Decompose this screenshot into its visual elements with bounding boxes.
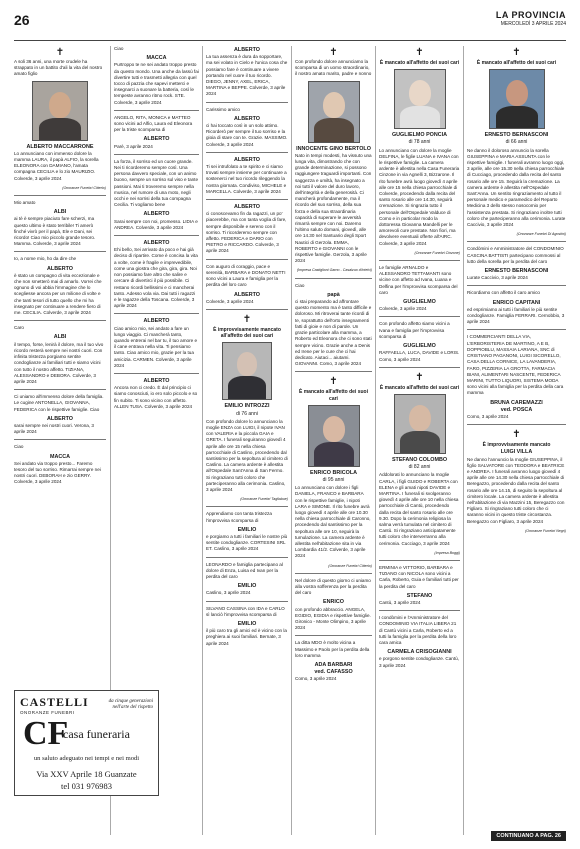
notice-text: Como, 3 aprile 2024 — [295, 676, 337, 682]
notice-name: CARMELA CRISOGIANNI — [387, 649, 452, 656]
notice-text: Lo annunciano con immenso dolore la mamma LAURA, il papà ALFIO, la sorella ELEONORA con DAMIANO, l'amata compagna CECILIA e lo zio MAURIZIO. Colverde, 3 aprile 2024 — [14, 150, 99, 181]
notice-text: ANGELO, RITA, MONICA e MATTEO sono vicini ad Alfio, Laura ed Eleonora per la triste scomparsa di — [114, 114, 193, 133]
separator — [114, 110, 199, 111]
separator — [206, 601, 288, 602]
portrait-photo — [308, 405, 360, 467]
cross-icon: ✝ — [415, 371, 424, 383]
separator — [295, 573, 372, 574]
ad-header — [15, 691, 158, 715]
notice-text: Lo annunciano con dolore la moglie DELFINA, le figlie LUANA e IVANA con le rispettive famiglie. La camera ardente è allestita nella Casa Funeraria Cinzone in via Agnelli 3, Bizzarone. Il rito funebre avrà luogo giovedì 4 aprile alle ore 15 nella chiesa parrocchiale di Colverde, procedendo dalla recita del santo rosario alle ore 14.30, seguirà cremazione. Si ringrazia tutto il personale dell'Ospedale Valduce di Como e in particolar modo la dottoressa Giovanna Mandelli per le amorevoli cure prestate. Non fiori, ma devolvere eventuali offerte all'AIRC. Colverde, 3 aprile 2024 — [379, 147, 460, 246]
portrait-photo — [394, 69, 446, 129]
notice-text: Ancora non ci credo. È dal principio ci siamo conosciuti, io ero solo piccolo e so fin subito. Ti sono vicino con affetto. ALLEN TUSA. Colverde, 3 aprile 2024 — [114, 385, 198, 409]
notice-name: EMILIO — [237, 621, 257, 627]
ad-slogan: un saluto adeguato nei tempi e nei modi — [33, 755, 140, 762]
deceased-age: di 76 anni — [236, 410, 258, 417]
separator — [379, 610, 460, 611]
separator — [379, 260, 460, 261]
deceased-name: ALBERTO MACCARRONE — [26, 143, 94, 150]
separator — [206, 102, 288, 103]
separator — [467, 329, 566, 330]
notice-intro: È improvvisamente mancato — [482, 442, 551, 449]
notice-text: LEONARDO e famiglia partecipano al dolore di Enza, Luisa ed Ivan per la perdita del caro — [206, 561, 283, 579]
notice-text: Apprendiamo con tanta tristezza l'improvvisa scomparsa di — [206, 511, 272, 523]
notice-text: Lo annunciano con dolore i figli DANIELA, FRANCO e BARBARA con le rispettive famiglie, i nipoti LARA e SIMONE. Il rito funebre avrà luogo giovedì 4 aprile alle ore 10.30 nella chiesa parrocchiale di Caronno, procedendo dal santissimo per la sepoltura alle ore 10, seguirà la tumulazione. La camera ardente è allestita nell'abitazione sita in via Lombardia 41/2. Colverde, 3 aprile 2024 — [295, 485, 371, 559]
notice-text: ci stai preparando ad affrontare questo momento ma è tanto difficile e doloroso. Mi ritroverai tante ricordi di te, soprattutto dell'orto insegnamenti fatti di gioie e non di parole. Un grazie particolare alla mamma, a Roberto ed Eleonora che ci sono stati sempre vicino. Grazie anche a Denis ed Irene per le cure che ci hai dedicato. Aiutaci... aiutami. GIOVANNI. Como, 3 aprile 2024 — [295, 299, 372, 367]
notice-text: Colverde, 3 aprile 2024 — [379, 306, 427, 312]
notice-text: Caro — [14, 325, 24, 331]
notice-text: Ciao — [295, 282, 305, 288]
notice-text: Con profondo dolore annunciamo la scomparsa di un uomo straordinario, il nostro amato marito, padre e nonno — [295, 59, 372, 77]
notice-text: e porgiamo a tutti i familiari le nostre più sentite condoglianze. CORTESINI SRL ET. Caslino, 3 aprile 2024 — [206, 533, 288, 552]
notice-name: ALBERTO — [143, 318, 170, 325]
notice-text: Mio amato — [14, 200, 36, 206]
column-2 — [114, 46, 199, 687]
cross-icon: ✝ — [329, 47, 338, 58]
notice-text: Nel dolore di questo giorno ci uniamo alla vostra sofferenza per la perdita del caro — [295, 577, 371, 596]
deceased-name: GUGLIELMO PONCIA — [391, 132, 448, 139]
notice-text: con profondo abbraccio. ANGELA, EGIDIO, EGIDIA e rispettive famiglie. Gironico - Monte Olimpino, 3 aprile 2024 — [295, 606, 371, 631]
notice-text: RAFFAELLA, LUCA, DAVIDE e LORIS. Como, 3 aprile 2024 — [379, 350, 460, 362]
notice-name: GUGLIELMO — [403, 299, 436, 306]
separator — [295, 278, 372, 279]
notice-text: Sei andato via troppo presto... Faremo tesoro del tuo sorriso. Rimarrai sempre nei nostri cuori. DEBORAH e zio GERRY. Colverde, 3 aprile 2024 — [14, 460, 101, 485]
notice-name: ERNESTO BERNASCONI — [484, 268, 549, 275]
funeral-agency: (Impresa Castiglioni Garno - Casalzuo d'Intelvi) — [296, 268, 372, 273]
column-divider — [375, 46, 376, 835]
notice-text: Nato in tempi modesti, ha vissuto una lunga vita, dimostrando che con grande determinazione, si possono raggiungere traguardi importanti. Con saggezza e umiltà, ha insegnato a noi tutti il valore del duro lavoro, dell'integrità e della generosità. Ci mancherà profondamente, ma il ricordo del suo sorriso, della sua forza e della sua straordinaria capacità di superare le avversità rimarrà sempre con noi. Daremo l'ultimo saluto domani, giovedì, alle ore 14.30 nel Santuario degli Sport Nautici di Gerzola. EMMA, ROBERTO e GIOVANNI con le rispettive famiglie. Gerzola, 3 aprile 2024 — [295, 152, 372, 264]
notice-intro: È mancato all'affetto dei suoi cari — [379, 384, 460, 391]
notice-name: EMILIO — [237, 583, 257, 590]
page-header — [14, 8, 566, 38]
ad-phone: tel 031 976983 — [61, 781, 112, 791]
notice-text: Ne danno l'annuncio la moglie GIUSEPPINA, il figlio SALVATORE con TEODORA e BEATRICE e ANDREA. I funerali avranno luogo giovedì 4 aprile alle ore 14.30 nella chiesa parrocchiale di Beregazzo, procedendo dalla recita del santo rosario alle ore 14.15, di seguito la sepoltura al cimitero locale. La camera ardente è allestita nell'abitazione di via Mazzini 15, Beregazzo con Figliaro. Si ringraziano tutti coloro che ci saranno vicini in questo triste circostanza. Beregazzo con Figliaro, 3 aprile 2024 — [467, 456, 565, 524]
separator — [14, 439, 106, 440]
funeral-agency: (Impresa Boggi) — [434, 550, 460, 555]
ad-logo: CF — [23, 715, 69, 752]
funeral-agency: (Onoranze Funebri Citterio) — [328, 563, 372, 568]
column-divider — [463, 46, 464, 835]
funeral-agency: (Onoranze Funebri Di Agostini) — [516, 232, 566, 237]
ad-brand-block — [20, 695, 89, 715]
separator — [467, 285, 566, 286]
separator — [206, 199, 288, 200]
continue-label: CONTINUANO A PAG. 26 — [491, 831, 566, 841]
paper-date: MERCOLEDÌ 3 APRILE 2024 — [500, 21, 566, 27]
column-3 — [206, 46, 288, 835]
notice-text: SILVANO CASSINA con IDA e CARLO sì lanciò l'improvvisa scomparsa di — [206, 605, 285, 617]
notice-intro: È mancato all'affetto dei suoi cari — [476, 60, 557, 66]
notice-text: Cantù, 3 aprile 2024 — [379, 599, 421, 605]
notice-text: A soli 36 anni, una morte crudele ha strappato in un battito d'ali la vita del nostro amato figlio — [14, 59, 103, 77]
column-1 — [14, 46, 106, 687]
notice-name: ADA BARBARI — [314, 662, 353, 668]
notice-name: ved. POSCA — [500, 406, 533, 413]
deceased-name: ENRICO BRICOLA — [309, 469, 358, 476]
notice-name: ALBERTO — [234, 47, 260, 53]
notice-text: e porgono sentite condoglianze. Cantù, 3 aprile 2024 — [379, 656, 459, 668]
funeral-home-ad — [14, 690, 159, 796]
notice-name: ENRICO CAPITANI — [492, 299, 541, 306]
separator — [206, 259, 288, 260]
notice-text: Parè, 3 aprile 2024 — [114, 143, 153, 149]
portrait-photo — [489, 69, 545, 129]
separator — [295, 635, 372, 636]
notice-text: Lurate Caccivio, 3 aprile 2024 — [467, 275, 528, 281]
column-divider — [291, 46, 292, 835]
notice-intro: È mancato all'affetto dei suoi cari — [379, 60, 460, 66]
notice-text: Ehi bello, Sei arrivato da poco e hai già deciso di ripartire. Come è concisa la vita a volte, come è fragile e imprevedibile, come una giostra che gira, gira, gira. Noi non possiamo fare altro che salire e cercare di divertirci il più possibile. Ci restano ricordi bellissimi e ci mancherai tanto. Adesso vola via. Dai tutti i ragazzi e le ragazze della Toscana. Colverde, 3 aprile 2024 — [114, 247, 198, 309]
notice-name: EMILIO — [237, 526, 257, 533]
notice-name: ALBI — [53, 334, 67, 341]
separator — [467, 241, 566, 242]
deceased-age: di 95 anni — [322, 476, 345, 483]
separator — [14, 389, 106, 390]
notice-text: Sarai sempre con noi, promesso. LIDIA e ANDREA. Colverde, 3 aprile 2024 — [114, 218, 198, 230]
notice-name: ENRICO — [323, 599, 344, 606]
cross-icon: ✝ — [55, 47, 65, 58]
notice-text: Le famiglie ARNALDO e ALESSANDRO TETTAMANTI sono vicine con affetto ad Ivana, Luana e Delfina per l'improvvisa scomparsa del caro — [379, 265, 458, 295]
column-5 — [379, 46, 460, 835]
separator — [206, 506, 288, 507]
notice-text: Condòmini e Amministratore del CONDOMINIO CASCINA BATTISTI partecipano commossi al lutto della sorella per la perdita del caro — [467, 246, 564, 264]
notice-text: La forza, il sorriso ed un cuore grande. Nei ti ricorderemo sempre così. Una persona davvero speciale, con un animo buono, sempre un sorriso sul viso e tante passioni. Mai ti troveremo sempre nella musica, nel rumore di una moto, negli occhi e nei sorrisi della tua compagna Cecilia. Ti vogliamo bene — [114, 158, 199, 208]
notice-text: Purtroppo te ne sei andato troppo presto da questo mondo. Una anche da lassù fai divertire tutti e trasmetti allegria con quel tocco di pazzia che sapevi metterci e insegnarci a suonare la batteria, così le tempeste avranno ritmo rock. STE. Colverde, 3 aprile 2024 — [114, 62, 199, 105]
paper-name: LA PROVINCIA — [495, 10, 566, 20]
masthead — [496, 10, 566, 27]
notice-text: La tua assenza è dura da sopportare, ma sei volato in Cielo e l'unica cosa che possiamo fare è continuare a vivere portando nel cuore il tuo ricordo. DIEGO, JENNY, AXEL, ERICA, MARTINA e BEPPE. Colverde, 3 aprile 2024 — [206, 54, 288, 97]
funeral-agency: (Onoranze Funebri Negri) — [525, 528, 566, 533]
portrait-photo — [394, 394, 446, 454]
portrait-photo — [222, 342, 272, 400]
notice-text: Io, a nome mio, ho da dire che — [14, 256, 77, 262]
notice-text: ed esprimiamo ai tutti i familiari le più sentite condoglianze. Famiglia FERRARI. Cernobbio, 3 aprile 2024 — [467, 306, 565, 325]
separator — [379, 316, 460, 317]
notice-name: ALBERTO — [47, 265, 73, 272]
notice-intro: È improvvisamente mancato all'affetto dei suoi cari — [213, 326, 281, 340]
page-number: 26 — [14, 12, 30, 28]
cross-icon: ✝ — [329, 376, 338, 388]
column-divider — [202, 46, 203, 835]
notice-text: è stato un compagno di vita eccezionale e che non smetterò mai di amarlo. Vorrei che ognuno di voi abbia l'immagine che lo scegliesse ancora per un milione di volte e che tanti tesori di tutto quello che mi ha insegnato per continuare a rendere fiero di me. CECILIA. Colverde, 3 aprile 2024 — [14, 272, 102, 316]
cross-icon: ✝ — [512, 47, 521, 58]
notice-name: STEFANO — [406, 592, 433, 599]
separator — [379, 367, 460, 368]
cross-icon: ✝ — [512, 429, 521, 441]
header-rule — [14, 40, 566, 41]
separator — [206, 309, 288, 310]
separator — [114, 313, 199, 314]
notice-text: La ditta MDO è molto vicina a Massimo e Paolo per la perdita della loro mamma — [295, 640, 370, 658]
funeral-agency: (Onoranze Funebri Tagliabue) — [240, 497, 288, 502]
ad-brand: CASTELLI — [20, 695, 89, 709]
column-4 — [295, 46, 372, 835]
notice-name: ALBERTO — [143, 136, 170, 143]
ad-brand-sub: ONORANZE FUNEBRI — [20, 710, 75, 715]
notice-name: MACCA — [49, 453, 71, 460]
notice-name: ALBERTO — [143, 377, 170, 384]
notice-text: Ne danno il doloroso annuncio la sorella GIUSEPPINA e MARIA ASSUNTA con le rispettive famiglie. I funerali avranno luogo oggi, 3 aprile, alle ore 15.30 nella chiesa parrocchiale di Cucciago, procedendo dalla recita del santo rosario alle ore 15. Seguirà la cremazione. La camera ardente è allestita nell'Ospedale Sant'Anna. Un sentito ringraziamento al tutto il personale medico e paramedico del Reparto Medicina 3 dello stesso nosocomio per l'assistenza prestata. Si ringraziano inoltre tutti coloro che parteciperanno alla cerimonia. Lurate Caccivio, 3 aprile 2024 — [467, 147, 566, 228]
separator — [14, 320, 106, 321]
separator — [295, 371, 372, 372]
separator — [14, 195, 106, 196]
notice-text: Ti sei intrufolato a te spirito e ci siamo trovati sempre insieme per continuare a sostenerci nel tuo ricordo rileggendo la nostra giornata. Condiviso, MICHELE e MARCELLA. Colverde, 3 aprile 2024 — [206, 164, 287, 194]
funeral-agency: (Onoranze Funebri Cinzone) — [414, 250, 460, 255]
notice-text: I condòmini e l'Amministratore del CONDOMINIO VIA ITALIA LIBERA 21 di Cantù vicini a Carla, Roberto ed a tutti la famiglia per la perdita della loro cara amica — [379, 615, 457, 645]
notice-text: I COMMERCIANTI DELLA VIA, L'ERBORISTERIA DE MARTINO, A E B, DOPPIOBLU, MASSAIA LARIANA, SNC di CRISTIANO PAGANONI, LUIGI SICORELLO, CASA DELLA CORNICE, LA LAVANDERIA, FARO, PIZZERIA LA GROTTA, FARMACIA BIANI, ALIMENTARI NASCENTE, FEDERICA MARINI, TUTTO LIQUORI, SISTEMA MODA sono vicini alla famiglia per la perdita della cara mamma — [467, 334, 564, 396]
funeral-agency: (Onoranze Funebri Citterio) — [62, 185, 106, 190]
column-6 — [467, 46, 566, 823]
notice-text: Ciao — [114, 46, 124, 51]
deceased-name: STEFANO COLOMBO — [391, 456, 448, 463]
separator — [114, 235, 199, 236]
separator — [114, 373, 199, 374]
notice-text: il tempo, forse, lenirà il dolore, ma il tuo vivo ricordo resterà sempre nei nostri cuori. Con infinita tristezza porgiamo sentite condoglianze ai familiari tutti e siamo vicini con tutto il nostro affetto. TIZIANA, ALESSANDRO e DEBORA. Colverde, 3 aprile 2024 — [14, 341, 104, 384]
separator — [206, 557, 288, 558]
ad-tagline: da cinque generazioni nell'arte del rispetto — [108, 699, 153, 710]
notice-name: ALBERTO — [234, 115, 260, 122]
notice-name: ALBERTO — [234, 291, 260, 298]
deceased-age: di 66 anni — [505, 139, 528, 146]
notice-text: ai tè è sempre piaciuto fare scherzi, ma questo ultimo è stato terribile! Ti amerò finché vivrò per il papà, Ele e Dani, sei ricordo! Ciao mio piccolo grande tesoro. Mamma. Colverde, 3 aprile 2024 — [14, 216, 96, 247]
ad-title: casa funeraria — [63, 727, 130, 741]
notice-text: Ricordiamo con affetto il caro amico — [467, 290, 540, 296]
notice-name: BRUNA CAREMAZZI — [490, 399, 543, 406]
notice-name: ALBERTO — [143, 240, 170, 247]
separator — [206, 152, 288, 153]
notice-text: Como, 3 aprile 2024 — [467, 413, 509, 419]
notice-name: papà — [327, 291, 340, 298]
deceased-age: di 82 anni — [408, 464, 431, 471]
portrait-photo — [308, 81, 360, 143]
notice-text: Con auguro di coraggio, pace e serenità, BARBARA e DONATO NETTI sono vicini a Laura e famiglia per la perdita del loro caro — [206, 263, 286, 288]
cross-icon: ✝ — [242, 313, 252, 325]
notice-name: ved. CAFASSO — [314, 669, 353, 676]
notice-name: ALBERTO — [143, 211, 170, 218]
separator — [114, 154, 199, 155]
deceased-name: ERNESTO BERNASCONI — [484, 132, 549, 139]
notice-name: ALBERTO — [47, 415, 73, 422]
notice-intro: È mancato all'affetto dei suoi cari — [299, 389, 368, 402]
notice-name: ALBI — [53, 209, 67, 216]
notice-text: Ci uniamo all'immenso dolore della famiglia. Le cugine ANTONELLA, GIOVANNA, FEDERICA con le rispettive famiglie. Ciao — [14, 394, 104, 412]
separator — [379, 560, 460, 561]
ad-address: Via XXV Aprile 18 Guanzate — [36, 769, 137, 779]
notice-text: Addolorati lo annunciano la moglie CARLA, i figli GUIDO e ROBERTA con ELENA e gli amati nipoti DAVIDE e MARTINA. I funerali si svolgeranno giovedì 4 aprile alle ore 10 nella chiesa parrocchiale di Cantù, procedendo dalla recita del santo rosario alle ore 9.30. Dopo la cerimonia religiosa la salma verrà tumulata nel cimitero di Cantù. Si ringraziano anticipatamente tutti coloro che interverranno alla cerimonia. Cucciago, 3 aprile 2024 — [379, 472, 459, 546]
notice-text: Colverde, 3 aprile 2024 — [206, 298, 254, 304]
deceased-name: EMILIO INTROZZI — [224, 403, 270, 410]
notice-name: GUGLIELMO — [403, 343, 436, 350]
notice-text: Caslino, 3 aprile 2024 — [206, 590, 251, 596]
notice-name: ALBERTO — [234, 156, 260, 163]
notice-text: il più caro tra gli amici ed è vicino con la preghiera ai suoi familiari. Bernate, 3 aprile 2024 — [206, 628, 287, 646]
notice-text: Carissimo amico — [206, 106, 240, 112]
notice-text: ci hai toccato così in un solo attimo. Ricorderò per sempre il tuo sorriso e la gioia di stare con te. Grazie. MASSIMO. Colverde, 3 aprile 2024 — [206, 123, 288, 147]
notice-text: Con profondo affetto siamo vicini a Ivana e famiglia per l'improvvisa scomparsa di — [379, 321, 450, 339]
separator — [467, 424, 566, 425]
notice-text: Con profondo dolore lo annunciano la moglie ENZA con LUIGI, il nipote IVAN con VALERIA e la piccola GAIA e GRETA. I funerali seguiranno giovedì 4 aprile alle ore 15 nella chiesa parrocchiale di Caslino, procedendo dal santissimo per la sepoltura al cimitero di Caslino. La camera ardente è allestita all'Ospedale Sant'Anna di San Fermo. Si ringraziano tutti coloro che parteciperanno alla cerimonia. Caslino, 3 aprile 2024 — [206, 418, 288, 492]
notice-text: ERMINIA e VITTORIO, BARBARA e TIZIANO con NICOLA sono vicini a Carla, Roberto, Guia e familiari tutti per la perdita del caro — [379, 564, 459, 589]
deceased-name: LUIGI VILLA — [500, 449, 533, 456]
separator — [14, 251, 106, 252]
notice-name: MACCA — [146, 55, 167, 62]
notice-name: ALBERTO — [234, 204, 260, 211]
deceased-age: di 78 anni — [408, 139, 431, 146]
notice-text: Ciao amico mio, sei andato a fare un lungo viaggio. Ci mancherà tanto, quando entrerai nel bar tu, il tuo amore e il cane entrava nella vita. Ti pensiamo tanto. Ciao amico mio, grazie per la tua amicizia. CARMEN. Colverde, 3 aprile 2024 — [114, 325, 197, 368]
notice-text: Ciao — [14, 444, 24, 450]
cross-icon: ✝ — [415, 47, 424, 58]
portrait-photo — [32, 81, 88, 141]
deceased-name: INNOCENTE GINO BERTOLO — [296, 145, 371, 152]
notice-text: ci conoscevamo fin da ragazzi, un po' piacerebbe, ma con tanta voglia di fare, sempre disponibile e sereno con il sorriso. Ti ricorderemo sempre con affetto. FEDERICA e DARIO con PIETRO e RICCARDO. Colverde, 3 aprile 2024 — [206, 211, 287, 254]
notice-text: sarai sempre nei nostri cuori. Verona, 3 aprile 2024 — [14, 422, 94, 435]
